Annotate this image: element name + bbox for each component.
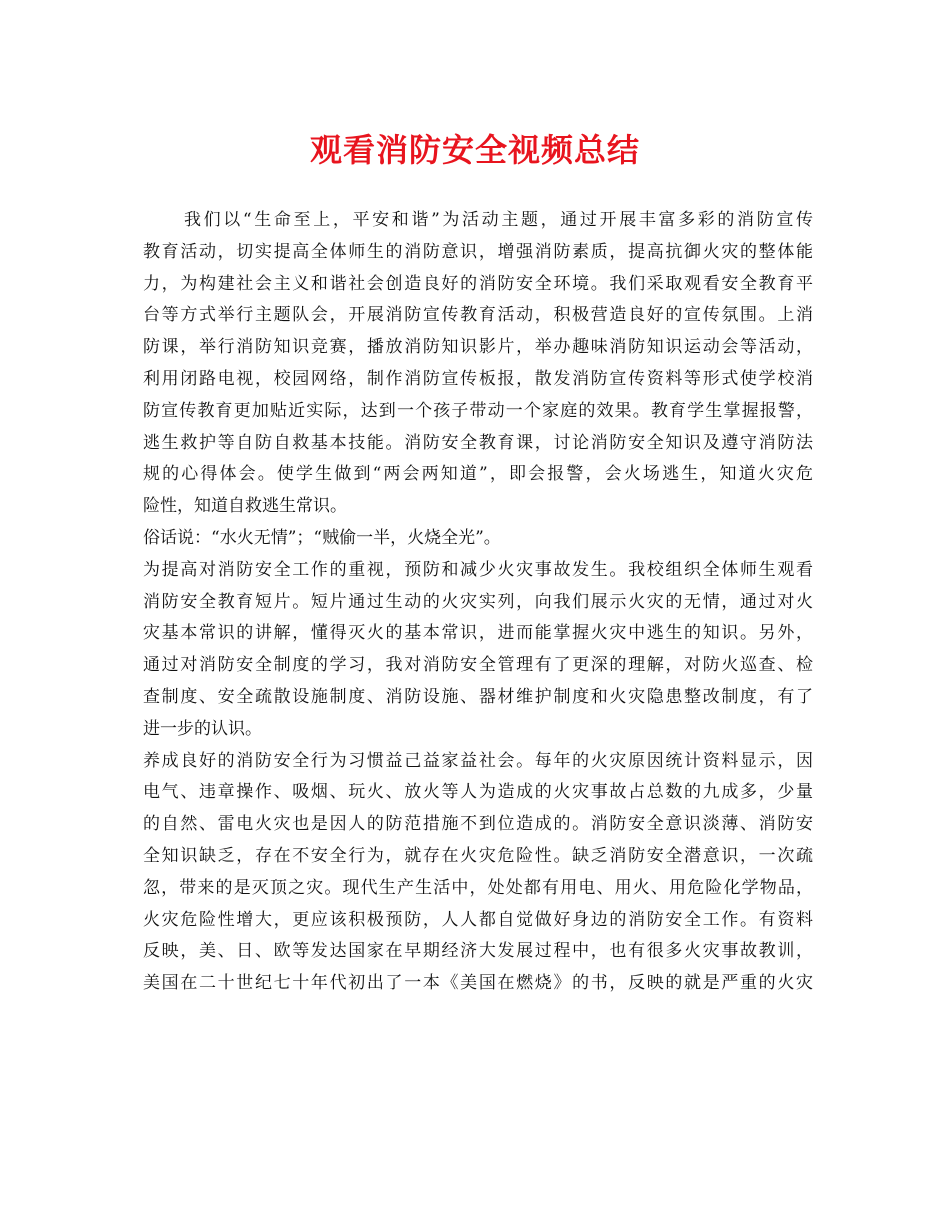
text-line: 全知识缺乏，存在不安全行为，就存在火灾危险性。缺乏消防安全潜意识，一次疏 [143, 845, 813, 866]
text-line: 养成良好的消防安全行为习惯益己益家益社会。每年的火灾原因统计资料显示，因 [143, 750, 813, 771]
text-line: 教育活动，切实提高全体师生的消防意识，增强消防素质，提高抗御火灾的整体能 [143, 241, 813, 262]
text-line: 逃生救护等自防自救基本技能。消防安全教育课，讨论消防安全知识及遵守消防法 [143, 432, 813, 453]
text-line: 美国在二十世纪七十年代初出了一本《美国在燃烧》的书，反映的就是严重的火灾 [143, 973, 813, 994]
document-title: 观看消防安全视频总结 [309, 131, 640, 169]
text-line: 力，为构建社会主义和谐社会创造良好的消防安全环境。我们采取观看安全教育平 [143, 273, 813, 294]
text-line: 反映，美、日、欧等发达国家在早期经济大发展过程中，也有很多火灾事故教训， [143, 941, 813, 962]
paragraph [143, 205, 813, 523]
text-line: 进一步的认识。 [143, 718, 262, 739]
text-line: 俗话说：“水火无情”；“贼偷一半，火烧全光”。 [143, 527, 501, 548]
text-line: 防课，举行消防知识竞赛，播放消防知识影片，举办趣味消防知识运动会等活动， [143, 337, 813, 358]
document-body [143, 205, 813, 1000]
paragraph [143, 555, 813, 746]
text-line: 火灾危险性增大，更应该积极预防，人人都自觉做好身边的消防安全工作。有资料 [143, 909, 813, 930]
text-line: 电气、违章操作、吸烟、玩火、放火等人为造成的火灾事故占总数的九成多，少量 [143, 782, 813, 803]
text-line: 查制度、安全疏散设施制度、消防设施、器材维护制度和火灾隐患整改制度，有了 [143, 686, 813, 707]
text-line: 的自然、雷电火灾也是因人的防范措施不到位造成的。消防安全意识淡薄、消防安 [143, 814, 813, 835]
text-line: 忽，带来的是灭顶之灾。现代生产生活中，处处都有用电、用火、用危险化学物品， [143, 877, 813, 898]
paragraph [143, 746, 813, 1000]
text-line: 险性，知道自救逃生常识。 [143, 496, 347, 517]
text-line: 消防安全教育短片。短片通过生动的火灾实列，向我们展示火灾的无情，通过对火 [143, 591, 813, 612]
text-line: 通过对消防安全制度的学习，我对消防安全管理有了更深的理解，对防火巡查、检 [143, 655, 813, 676]
paragraph [143, 523, 813, 555]
text-line: 规的心得体会。使学生做到“两会两知道”，即会报警，会火场逃生，知道火灾危 [143, 464, 813, 485]
text-line: 灾基本常识的讲解，懂得灭火的基本常识，进而能掌握火灾中逃生的知识。另外， [143, 623, 813, 644]
text-line: 利用闭路电视，校园网络，制作消防宣传板报，散发消防宣传资料等形式使学校消 [143, 368, 813, 389]
text-line: 为提高对消防安全工作的重视，预防和减少火灾事故发生。我校组织全体师生观看 [143, 559, 813, 580]
text-line: 防宣传教育更加贴近实际，达到一个孩子带动一个家庭的效果。教育学生掌握报警， [143, 400, 813, 421]
text-line: 台等方式举行主题队会，开展消防宣传教育活动，积极营造良好的宣传氛围。上消 [143, 305, 813, 326]
text-line: 我们以“生命至上，平安和谐”为活动主题，通过开展丰富多彩的消防宣传 [184, 210, 813, 230]
